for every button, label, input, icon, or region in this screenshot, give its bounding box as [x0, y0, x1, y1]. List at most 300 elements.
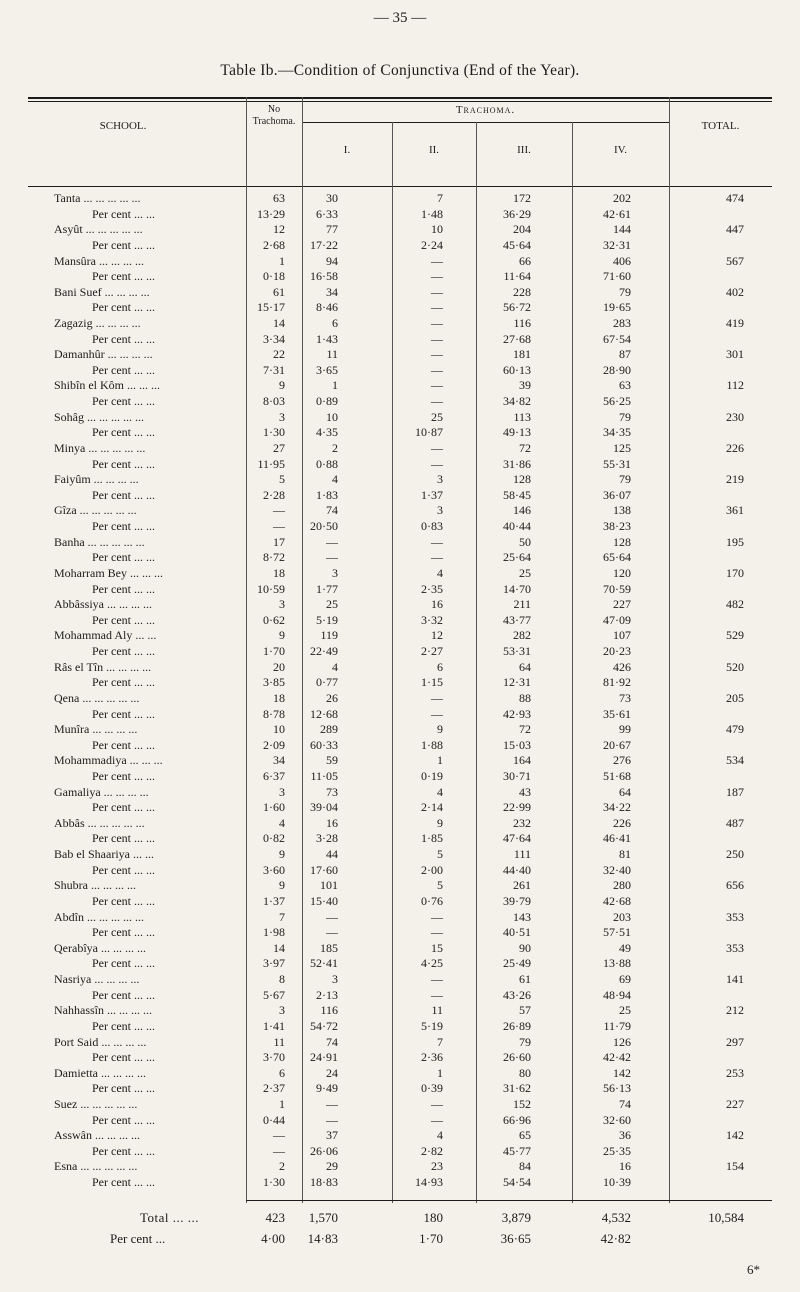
percent-cell: 8·03	[263, 394, 285, 409]
count-cell: 520	[726, 659, 744, 674]
school-name: Tanta ... ... ... ... ...	[54, 191, 141, 205]
count-cell: 34	[326, 284, 338, 299]
count-cell: 5	[437, 878, 443, 893]
school-name: Nahhassîn ... ... ... ...	[54, 1003, 152, 1018]
percent-cell: —	[431, 362, 443, 377]
percent-cell: 5·67	[263, 987, 285, 1002]
per-cent-label: Per cent ... ...	[92, 1175, 155, 1190]
count-cell: 113	[513, 409, 531, 424]
no-trachoma-header-line2: Trachoma.	[252, 116, 296, 127]
school-name: Damanhûr ... ... ... ...	[54, 347, 153, 362]
school-row	[0, 1035, 800, 1050]
percent-cell: —	[326, 1112, 338, 1127]
count-cell: 77	[326, 222, 338, 237]
school-name: Mohammad Aly ... ...	[54, 628, 157, 643]
percent-cell: 1·37	[263, 893, 285, 908]
per-cent-label: Per cent ... ...	[92, 269, 155, 284]
count-cell: 99	[619, 722, 631, 737]
count-cell: 1	[279, 1097, 285, 1111]
percent-cell: 40·44	[503, 519, 531, 533]
count-cell: 474	[726, 191, 744, 205]
school-row	[0, 597, 800, 612]
count-cell: 12	[431, 628, 443, 643]
count-cell: 361	[726, 503, 744, 518]
count-cell: 17	[273, 534, 285, 549]
count-cell: —	[273, 1128, 285, 1143]
school-row	[0, 722, 800, 737]
percent-cell: 32·60	[603, 1112, 631, 1127]
count-cell: 61	[273, 284, 285, 299]
percent-cell: 1·41	[263, 1018, 285, 1033]
grade-header-4: IV.	[614, 144, 627, 156]
per-cent-label: Per cent ... ...	[92, 706, 155, 721]
per-cent-label: Per cent ... ...	[92, 893, 155, 908]
percent-cell: 0·77	[316, 675, 338, 690]
count-cell: 59	[326, 753, 338, 768]
percent-row	[0, 332, 800, 347]
school-row	[0, 1003, 800, 1018]
school-name: Faiyûm ... ... ... ...	[54, 472, 139, 487]
count-cell: 63	[619, 378, 631, 393]
school-name: Qerabîya ... ... ... ...	[54, 940, 146, 955]
percent-cell: 34·22	[603, 800, 631, 815]
per-cent-label: Per cent ... ...	[92, 237, 155, 252]
percent-cell: 49·13	[503, 425, 531, 440]
percent-cell: 2·35	[421, 581, 443, 596]
school-name: Munîra ... ... ... ...	[54, 722, 138, 737]
percent-cell: 55·31	[603, 456, 631, 471]
per-cent-label: Per cent ... ...	[92, 612, 155, 627]
percent-cell: 1·43	[316, 331, 338, 346]
count-cell: 6	[279, 1065, 285, 1080]
school-name: Abbâssiya ... ... ... ...	[54, 597, 152, 612]
percent-cell: 38·23	[603, 519, 631, 533]
percent-cell: 1·70	[263, 644, 285, 658]
grade-header-3: III.	[517, 144, 531, 156]
count-cell: 14	[273, 940, 285, 955]
count-cell: 2	[279, 1159, 285, 1174]
percent-cell: 25·64	[503, 550, 531, 565]
percent-cell: 1·37	[421, 487, 443, 502]
percent-cell: —	[431, 456, 443, 471]
percent-cell: 65·64	[603, 550, 631, 565]
count-cell: 152	[513, 1097, 531, 1111]
count-cell: 24	[326, 1065, 338, 1080]
percent-row	[0, 550, 800, 565]
per-cent-label: Per cent ... ...	[92, 300, 155, 315]
count-cell: 143	[513, 909, 531, 924]
school-row	[0, 691, 800, 706]
school-name: Suez ... ... ... ... ...	[54, 1097, 138, 1111]
percent-cell: 1·85	[421, 831, 443, 846]
percent-row	[0, 988, 800, 1003]
count-cell: 9	[279, 628, 285, 643]
percent-cell: 15·17	[257, 300, 285, 315]
per-cent-label: Per cent ... ...	[92, 581, 155, 596]
count-cell: 9	[437, 722, 443, 737]
percent-cell: 10·87	[415, 425, 443, 440]
percent-cell: 51·68	[603, 768, 631, 783]
percent-cell: —	[431, 925, 443, 940]
percent-cell: 3·85	[263, 675, 285, 690]
percent-row	[0, 1144, 800, 1159]
total-cell: 4,532	[601, 1210, 631, 1225]
percent-cell: 1·60	[263, 800, 285, 815]
percent-cell: 48·94	[603, 987, 631, 1002]
count-cell: 27	[273, 440, 285, 455]
percent-cell: 66·96	[503, 1112, 531, 1127]
count-cell: 9	[437, 815, 443, 830]
school-name: Bani Suef ... ... ... ...	[54, 284, 150, 299]
school-row	[0, 785, 800, 800]
percent-cell: 9·49	[316, 1081, 338, 1096]
count-cell: —	[431, 534, 443, 549]
school-name: Sohâg ... ... ... ... ...	[54, 409, 144, 424]
percent-cell: 2·36	[421, 1050, 443, 1065]
percent-cell: 0·82	[263, 831, 285, 846]
count-cell: 11	[431, 1003, 443, 1018]
percent-cell: 35·61	[603, 706, 631, 721]
count-cell: —	[431, 909, 443, 924]
percent-cell: 36·07	[603, 487, 631, 502]
count-cell: 34	[273, 753, 285, 768]
total-cell: 3,879	[501, 1210, 531, 1225]
count-cell: 8	[279, 972, 285, 986]
percent-cell: 40·51	[503, 925, 531, 940]
percent-cell: 39·79	[503, 893, 531, 908]
count-cell: 73	[619, 690, 631, 705]
count-cell: 11	[273, 1034, 285, 1049]
per-cent-label: Per cent ... ...	[92, 768, 155, 783]
count-cell: 567	[726, 253, 744, 268]
percent-row	[0, 769, 800, 784]
total-pct-cell: 14·83	[307, 1231, 338, 1246]
percent-cell: 4·25	[421, 956, 443, 971]
count-cell: 4	[437, 565, 443, 580]
count-cell: 4	[279, 815, 285, 830]
count-cell: 3	[279, 784, 285, 799]
percent-cell: 60·13	[503, 362, 531, 377]
per-cent-label: Per cent ... ...	[92, 675, 155, 690]
count-cell: 81	[619, 847, 631, 861]
count-cell: —	[431, 972, 443, 986]
count-cell: 101	[320, 878, 338, 893]
count-cell: —	[431, 1097, 443, 1111]
count-cell: 406	[613, 253, 631, 268]
school-row	[0, 222, 800, 237]
count-cell: 119	[320, 628, 338, 643]
school-name: Damietta ... ... ... ...	[54, 1065, 146, 1080]
per-cent-label: Per cent ... ...	[92, 1112, 155, 1127]
percent-cell: 30·71	[503, 768, 531, 783]
percent-cell: 34·35	[603, 425, 631, 440]
percent-row	[0, 1050, 800, 1065]
count-cell: 170	[726, 565, 744, 580]
percent-cell: 12·31	[503, 675, 531, 690]
count-cell: 3	[332, 565, 338, 580]
school-row	[0, 535, 800, 550]
percent-cell: 14·70	[503, 581, 531, 596]
percent-cell: 20·23	[603, 644, 631, 658]
total-cell: 1,570	[308, 1210, 338, 1225]
count-cell: 49	[619, 940, 631, 955]
count-cell: 120	[613, 565, 631, 580]
percent-cell: 67·54	[603, 331, 631, 346]
count-cell: 3	[279, 1003, 285, 1018]
count-cell: 66	[519, 253, 531, 268]
percent-cell: 39·04	[310, 800, 338, 815]
count-cell: 14	[273, 316, 285, 330]
header-top-rule-thin	[28, 101, 772, 102]
percent-cell: —	[431, 269, 443, 284]
count-cell: 181	[513, 347, 531, 362]
count-cell: 1	[437, 753, 443, 768]
percent-cell: 2·68	[263, 237, 285, 252]
percent-row	[0, 831, 800, 846]
percent-cell: 2·37	[263, 1081, 285, 1096]
percent-cell: 11·05	[310, 768, 338, 783]
count-cell: 23	[431, 1159, 443, 1174]
school-row	[0, 878, 800, 893]
percent-cell: 2·82	[421, 1143, 443, 1158]
count-cell: 25	[326, 597, 338, 612]
count-cell: 116	[320, 1003, 338, 1018]
percent-cell: 31·62	[503, 1081, 531, 1096]
school-name: Minya ... ... ... ... ...	[54, 440, 146, 455]
count-cell: 22	[273, 347, 285, 362]
count-cell: —	[431, 284, 443, 299]
percent-cell: 2·09	[263, 737, 285, 752]
count-cell: 138	[613, 503, 631, 518]
school-row	[0, 378, 800, 393]
percent-cell: —	[431, 1112, 443, 1127]
total-pct-cell: 4·00	[261, 1231, 285, 1246]
percent-cell: 56·25	[603, 394, 631, 409]
percent-cell: 46·41	[603, 831, 631, 846]
count-cell: 90	[519, 940, 531, 955]
total-pct-cell: 36·65	[500, 1231, 531, 1246]
school-name: Shubra ... ... ... ...	[54, 878, 136, 893]
percent-row	[0, 863, 800, 878]
count-cell: —	[431, 378, 443, 393]
percent-row	[0, 582, 800, 597]
percent-cell: 0·83	[421, 519, 443, 533]
percent-cell: 3·65	[316, 362, 338, 377]
count-cell: 64	[519, 659, 531, 674]
percent-cell: 14·93	[415, 1175, 443, 1190]
percent-cell: 0·19	[421, 768, 443, 783]
count-cell: 74	[326, 503, 338, 518]
trachoma-span-rule	[302, 122, 669, 123]
count-cell: 146	[513, 503, 531, 518]
total-pct-label: Per cent ...	[110, 1231, 166, 1246]
percent-cell: 24·91	[310, 1050, 338, 1065]
school-row	[0, 816, 800, 831]
percent-cell: 2·24	[421, 237, 443, 252]
percent-cell: 3·70	[263, 1050, 285, 1065]
count-cell: 301	[726, 347, 744, 362]
count-cell: 227	[613, 597, 631, 612]
percent-cell: —	[431, 987, 443, 1002]
percent-cell: 0·18	[263, 269, 285, 284]
count-cell: 7	[437, 191, 443, 205]
grade-header-2: II.	[428, 144, 440, 156]
percent-cell: 53·31	[503, 644, 531, 658]
percent-cell: 25·49	[503, 956, 531, 971]
count-cell: 7	[437, 1034, 443, 1049]
percent-row	[0, 613, 800, 628]
percent-cell: 58·45	[503, 487, 531, 502]
count-cell: 1	[332, 378, 338, 393]
total-label: Total ... ...	[140, 1210, 200, 1225]
school-name: Nasriya ... ... ... ...	[54, 972, 140, 986]
per-cent-label: Per cent ... ...	[92, 831, 155, 846]
percent-cell: 0·88	[316, 456, 338, 471]
count-cell: 202	[613, 191, 631, 205]
count-cell: —	[326, 1097, 338, 1111]
count-cell: 154	[726, 1159, 744, 1174]
percent-cell: 25·35	[603, 1143, 631, 1158]
count-cell: 4	[332, 472, 338, 487]
percent-cell: 20·67	[603, 737, 631, 752]
percent-cell: 45·64	[503, 237, 531, 252]
percent-cell: —	[326, 925, 338, 940]
percent-cell: —	[431, 706, 443, 721]
count-cell: 276	[613, 753, 631, 768]
no-trachoma-header-line1: No	[267, 104, 281, 115]
table-title: Table Ib.—Condition of Conjunctiva (End of the Year).	[220, 62, 580, 79]
count-cell: 44	[326, 847, 338, 861]
per-cent-label: Per cent ... ...	[92, 362, 155, 377]
count-cell: 144	[613, 222, 631, 237]
percent-cell: 0·76	[421, 893, 443, 908]
count-cell: 37	[326, 1128, 338, 1143]
signature-mark: 6*	[747, 1262, 760, 1277]
percent-cell: 0·89	[316, 394, 338, 409]
percent-cell: 42·61	[603, 206, 631, 221]
percent-cell: 2·14	[421, 800, 443, 815]
per-cent-label: Per cent ... ...	[92, 862, 155, 877]
percent-cell: 19·65	[603, 300, 631, 315]
count-cell: 219	[726, 472, 744, 487]
count-cell: 261	[513, 878, 531, 893]
count-cell: 534	[726, 753, 744, 768]
count-cell: 107	[613, 628, 631, 643]
count-cell: 185	[320, 940, 338, 955]
percent-row	[0, 394, 800, 409]
percent-cell: —	[431, 331, 443, 346]
count-cell: 141	[726, 972, 744, 986]
count-cell: 2	[332, 440, 338, 455]
count-cell: 195	[726, 534, 744, 549]
school-name: Bab el Shaariya ... ...	[54, 847, 154, 861]
percent-cell: 6·33	[316, 206, 338, 221]
percent-row	[0, 1175, 800, 1190]
count-cell: 25	[519, 565, 531, 580]
percent-row	[0, 1081, 800, 1096]
percent-cell: 54·54	[503, 1175, 531, 1190]
per-cent-label: Per cent ... ...	[92, 394, 155, 409]
count-cell: 4	[437, 784, 443, 799]
school-row	[0, 972, 800, 987]
percent-cell: 20·50	[310, 519, 338, 533]
count-cell: 11	[326, 347, 338, 362]
count-cell: 63	[273, 191, 285, 205]
per-cent-label: Per cent ... ...	[92, 425, 155, 440]
count-cell: 529	[726, 628, 744, 643]
percent-cell: 3·34	[263, 331, 285, 346]
percent-cell: 31·86	[503, 456, 531, 471]
count-cell: 10	[326, 409, 338, 424]
total-cell: 10,584	[708, 1210, 744, 1225]
count-cell: 203	[613, 909, 631, 924]
trachoma-header: Trachoma.	[455, 104, 516, 116]
school-name: Moharram Bey ... ... ...	[54, 565, 163, 580]
count-cell: 94	[326, 253, 338, 268]
percent-cell: 32·31	[603, 237, 631, 252]
count-cell: 6	[332, 316, 338, 330]
count-cell: 25	[431, 409, 443, 424]
percent-cell: 1·88	[421, 737, 443, 752]
count-cell: 656	[726, 878, 744, 893]
percent-cell: 43·77	[503, 612, 531, 627]
per-cent-label: Per cent ... ...	[92, 1050, 155, 1065]
count-cell: 126	[613, 1034, 631, 1049]
school-name: Râs el Tîn ... ... ... ...	[54, 659, 152, 674]
percent-cell: 42·93	[503, 706, 531, 721]
percent-row	[0, 269, 800, 284]
percent-cell: 8·78	[263, 706, 285, 721]
count-cell: 125	[613, 440, 631, 455]
per-cent-label: Per cent ... ...	[92, 519, 155, 533]
count-cell: 1	[437, 1065, 443, 1080]
percent-cell: 8·46	[316, 300, 338, 315]
percent-cell: 8·72	[263, 550, 285, 565]
per-cent-label: Per cent ... ...	[92, 956, 155, 971]
percent-row	[0, 894, 800, 909]
percent-cell: —	[326, 550, 338, 565]
count-cell: 79	[619, 409, 631, 424]
count-cell: 36	[619, 1128, 631, 1143]
count-cell: 211	[513, 597, 531, 612]
count-cell: 353	[726, 909, 744, 924]
count-cell: 74	[619, 1097, 631, 1111]
percent-cell: 42·42	[603, 1050, 631, 1065]
count-cell: 57	[519, 1003, 531, 1018]
percent-row	[0, 519, 800, 534]
percent-cell: 45·77	[503, 1143, 531, 1158]
count-cell: 43	[519, 784, 531, 799]
per-cent-label: Per cent ... ...	[92, 800, 155, 815]
count-cell: 4	[332, 659, 338, 674]
percent-cell: 70·59	[603, 581, 631, 596]
per-cent-label: Per cent ... ...	[92, 737, 155, 752]
school-name: Abdîn ... ... ... ... ...	[54, 909, 144, 924]
count-cell: 419	[726, 316, 744, 330]
school-name: Zagazig ... ... ... ...	[54, 316, 141, 330]
percent-cell: 5·19	[421, 1018, 443, 1033]
percent-cell: 2·13	[316, 987, 338, 1002]
grade-header-1: I.	[343, 144, 351, 156]
count-cell: 73	[326, 784, 338, 799]
percent-cell: 36·29	[503, 206, 531, 221]
percent-row	[0, 956, 800, 971]
count-cell: 282	[513, 628, 531, 643]
count-cell: 72	[519, 440, 531, 455]
school-name: Gamaliya ... ... ... ...	[54, 784, 149, 799]
percent-row	[0, 707, 800, 722]
percent-cell: 12·68	[310, 706, 338, 721]
